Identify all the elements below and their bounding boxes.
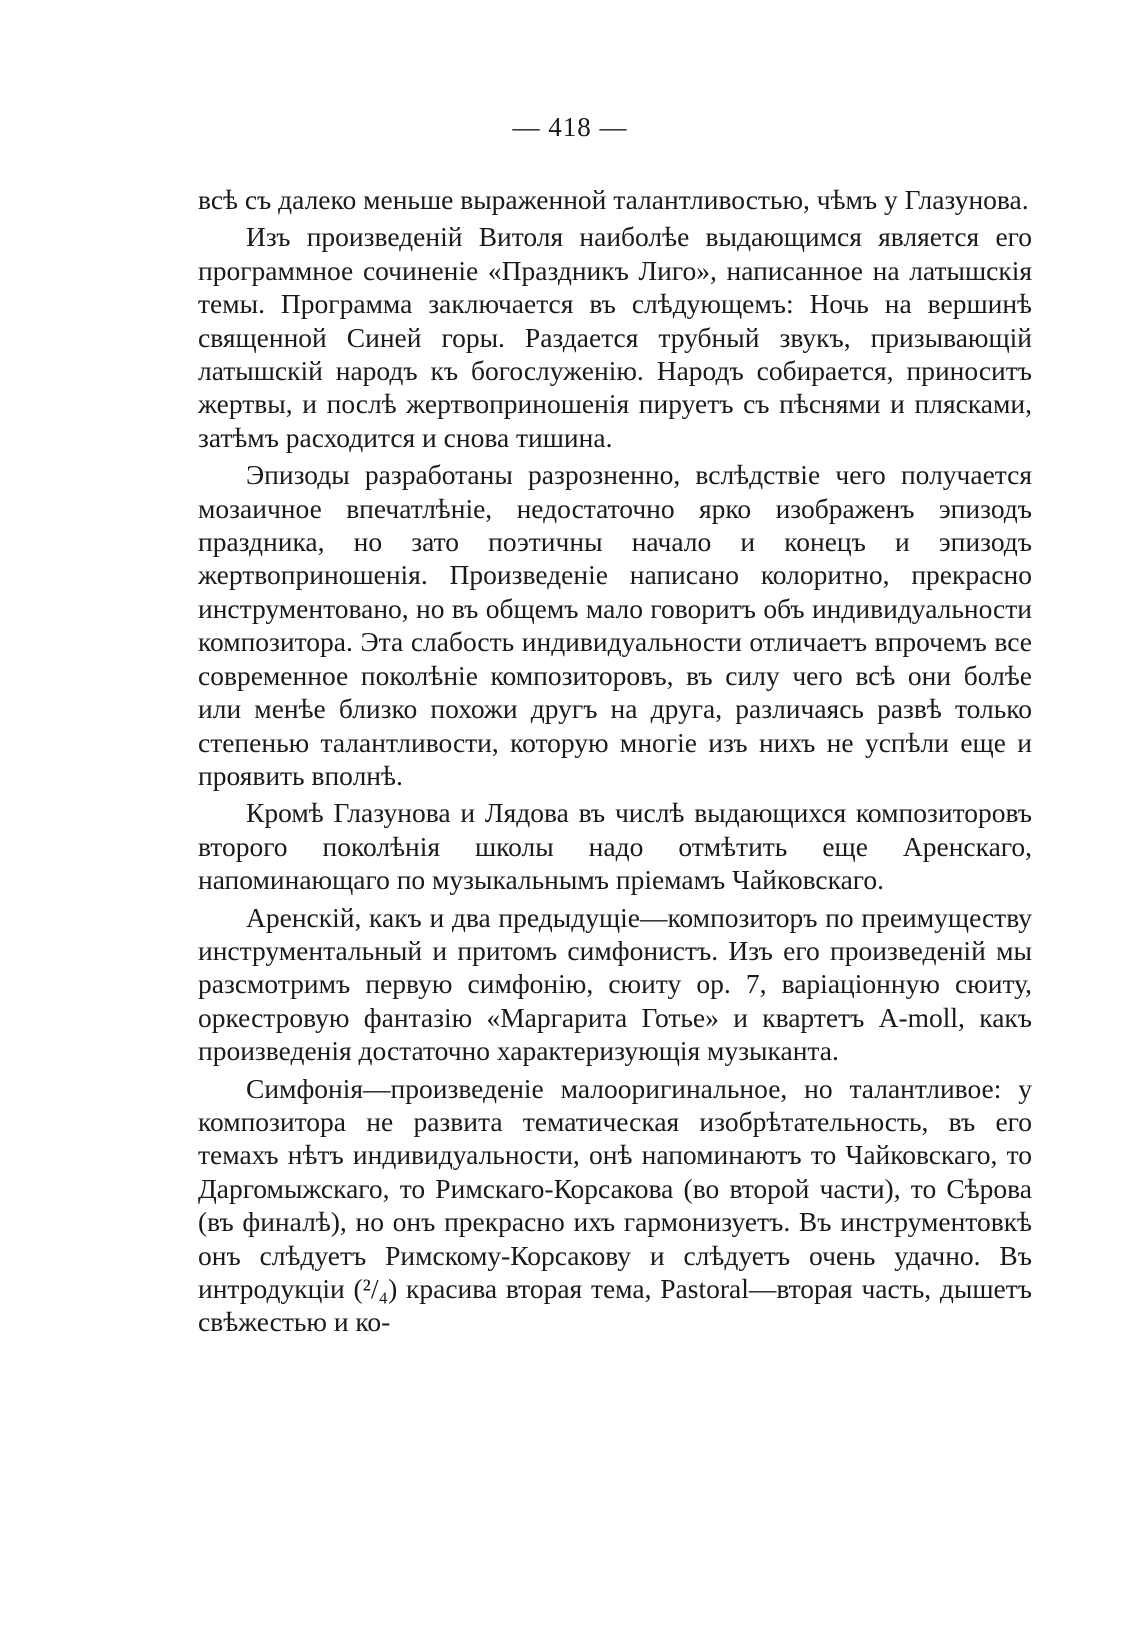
body-text bbox=[198, 183, 1032, 1343]
page-number: — 418 — bbox=[512, 112, 628, 142]
paragraph-symphony: Симфонія—произведеніе малооригинальное, но талантливое: у композитора не развита тематическая изобрѣтательность, въ его темахъ нѣтъ индивидуальности, онѣ напоминаютъ то Чайковскаго, то Даргомыжскаго, то Римскаго-Корсакова (во второй части), то Сѣрова (въ финалѣ), но онъ прекрасно ихъ гармонизуетъ. Въ инструментовкѣ онъ слѣдуетъ Римскому-Корсакову и слѣдуетъ очень удачно. Въ интродукціи (²/₄) красива вторая тема, Pastoral—вторая часть, дышетъ свѣжестью и ко- bbox=[198, 1072, 1032, 1338]
paragraph-arensky-intro: Кромѣ Глазунова и Лядова въ числѣ выдающихся композиторовъ второго поколѣнія школы надо отмѣтить еще Аренскаго, напоминающаго по музыкальнымъ пріемамъ Чайковскаго. bbox=[198, 797, 1032, 896]
paragraph-vitol-liго: Изъ произведеній Витоля наиболѣе выдающимся является его программное сочиненіе «Праздникъ Лиго», написанное на латышскія темы. Программа заключается въ слѣдующемъ: Ночь на вершинѣ священной Синей горы. Раздается трубный звукъ, призывающій латышскій народъ къ богослуженію. Народъ собирается, приноситъ жертвы, и послѣ жертвоприношенія пируетъ съ пѣснями и плясками, затѣмъ расходится и снова тишина. bbox=[198, 221, 1032, 453]
paragraph-episodes: Эпизоды разработаны разрозненно, вслѣдствіе чего получается мозаичное впечатлѣніе, недостаточно ярко изображенъ эпизодъ праздника, но зато поэтичны начало и конецъ и эпизодъ жертвоприношенія. Произведеніе написано колоритно, прекрасно инструментовано, но въ общемъ мало говоритъ объ индивидуальности композитора. Эта слабость индивидуальности отличаетъ впрочемъ все современное поколѣніе композиторовъ, въ силу чего всѣ они болѣе или менѣе близко похожи другъ на друга, различаясь развѣ только степенью талантливости, которую многіе изъ нихъ не успѣли еще и проявить вполнѣ. bbox=[198, 459, 1032, 791]
paragraph-continuation: всѣ съ далеко меньше выраженной талантливостью, чѣмъ у Глазунова. bbox=[198, 184, 1029, 215]
paragraph-arensky-works: Аренскій, какъ и два предыдущіе—композиторъ по преимуществу инструментальный и притомъ симфонистъ. Изъ его произведеній мы разсмотримъ первую симфонію, сюиту op. 7, варіаціонную сюиту, оркестровую фантазію «Маргарита Готье» и квартетъ A-moll, какъ произведенія достаточно характеризующія музыканта. bbox=[198, 901, 1032, 1067]
